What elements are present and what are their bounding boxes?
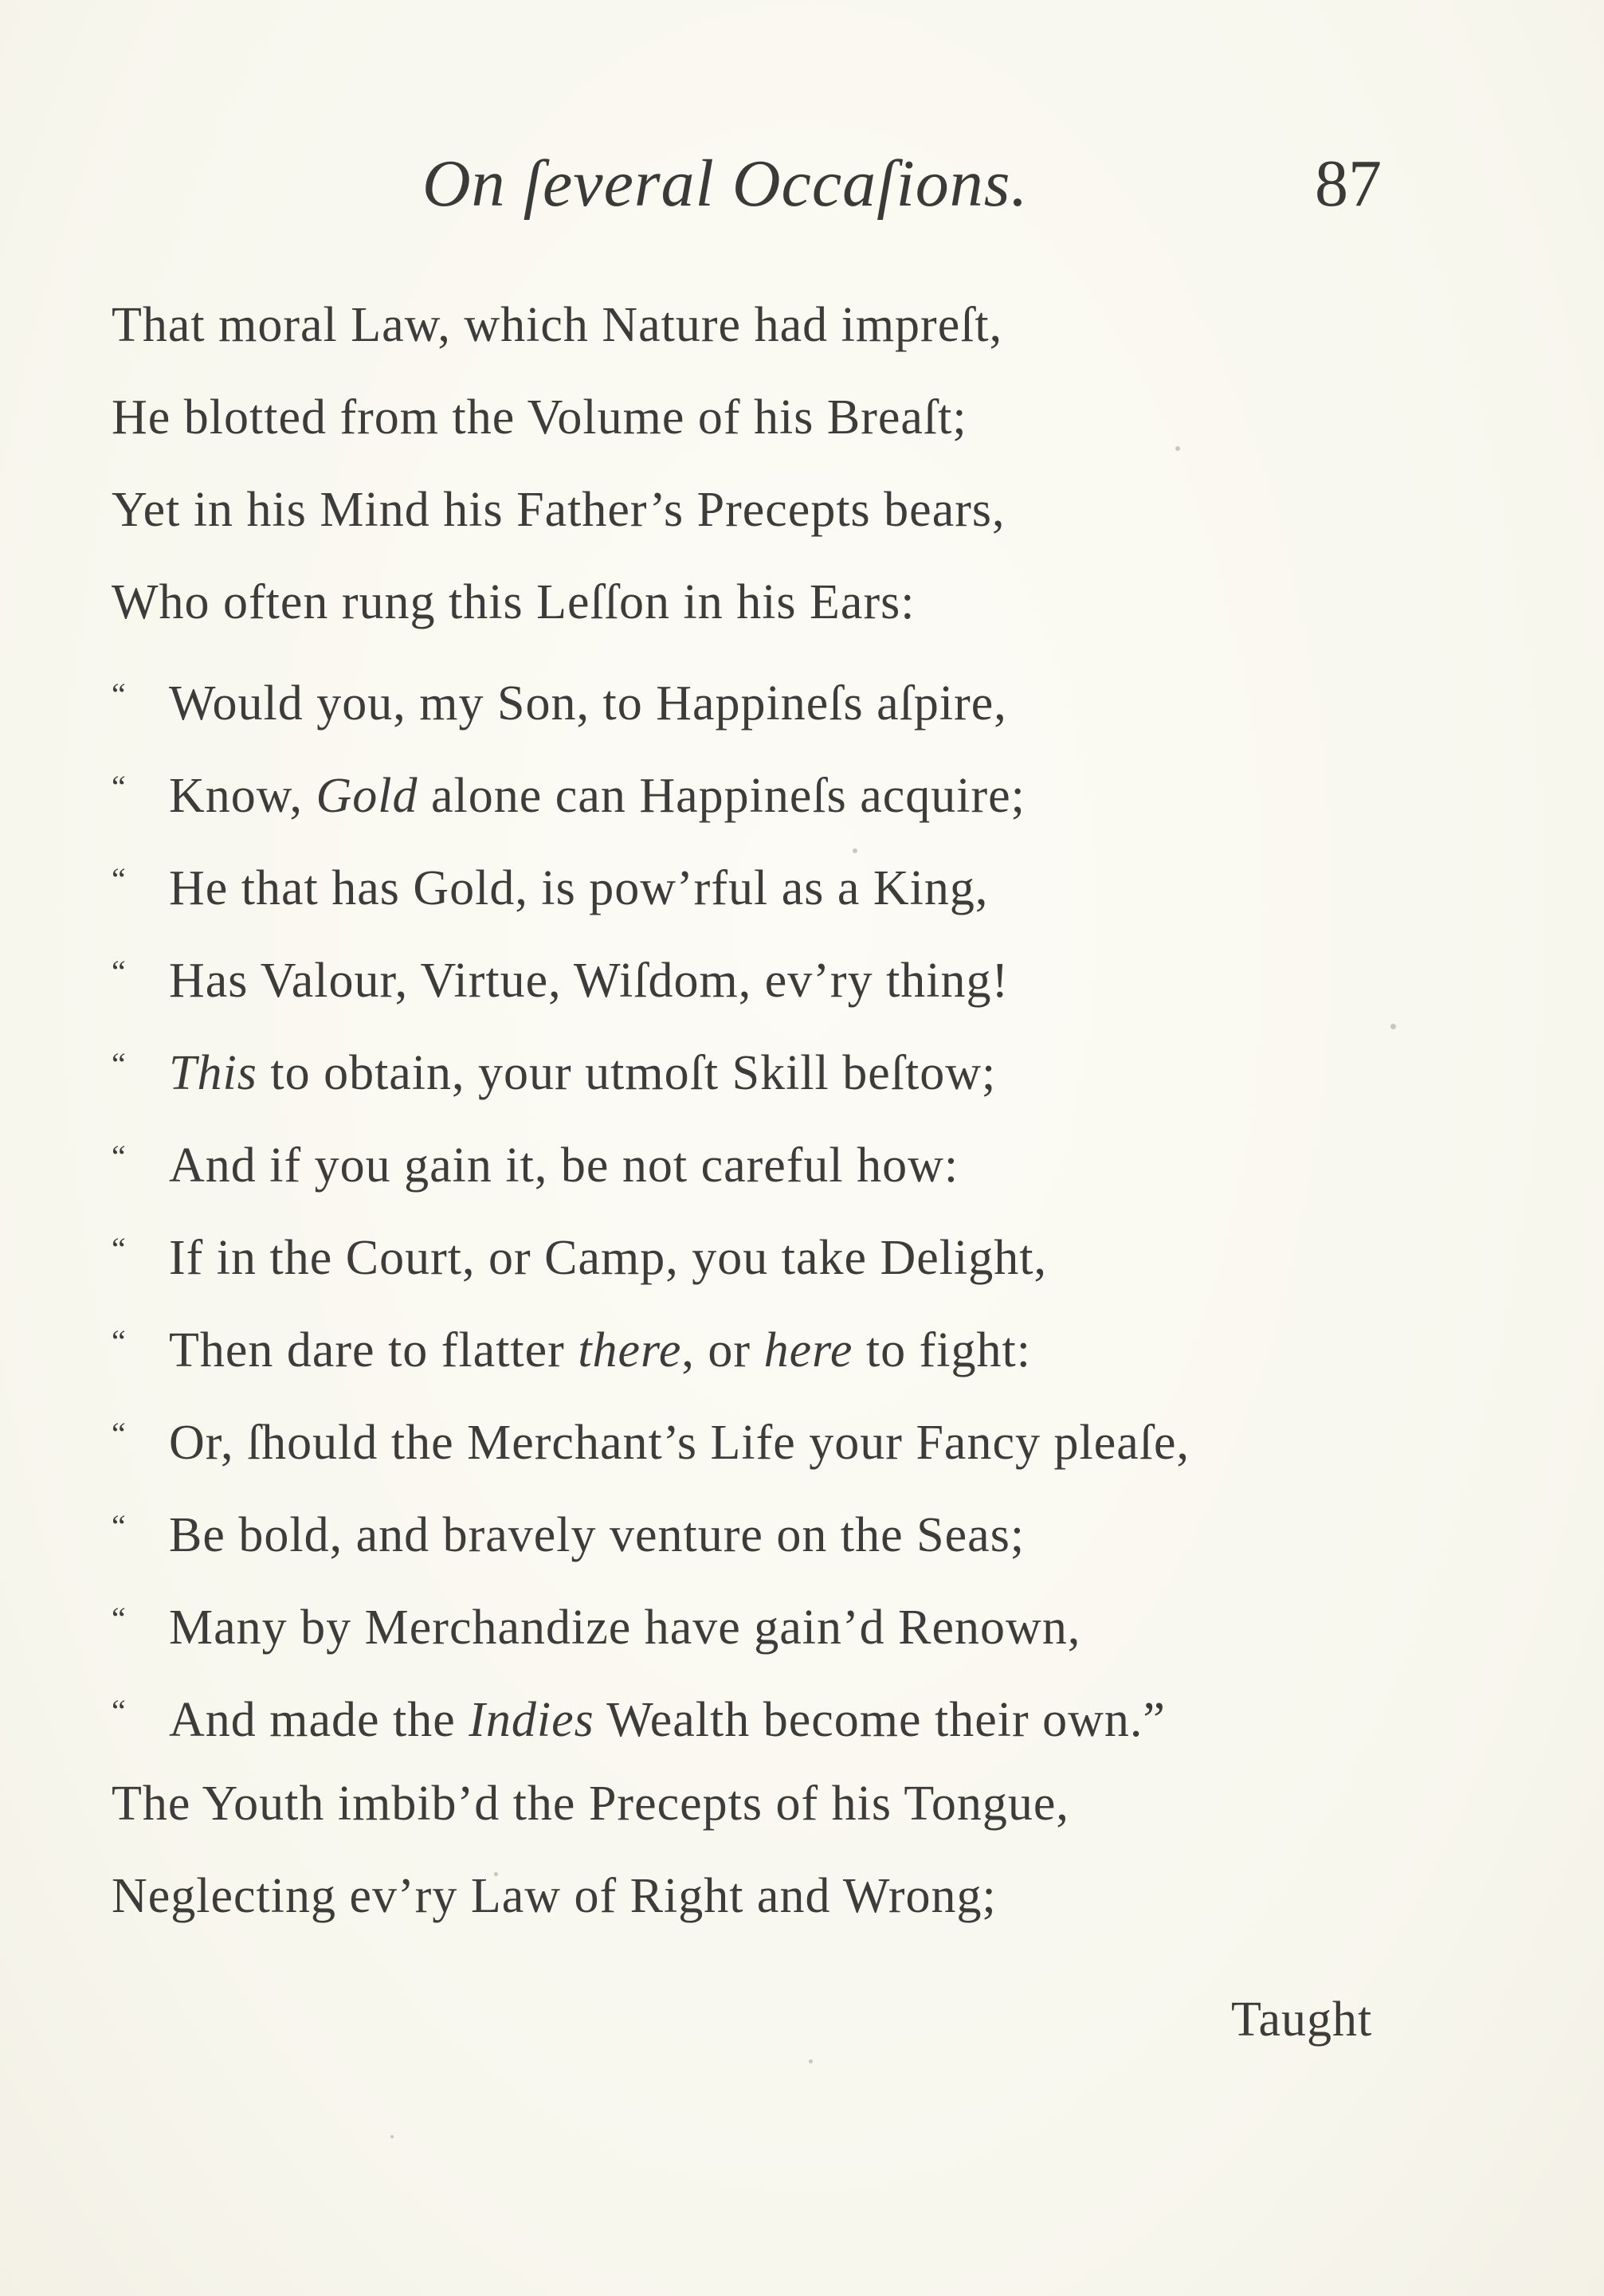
verse-text: He blotted from the Volume of his Breaſt;	[112, 390, 967, 445]
paper-speck	[390, 2135, 394, 2138]
verse-text: to obtain, your utmoſt Skill beſtow;	[257, 1046, 997, 1100]
quotation-mark: “	[112, 1046, 127, 1082]
quotation-mark: “	[112, 1693, 127, 1729]
verse-text: Neglecting ev’ry Law of Right and Wrong;	[112, 1869, 997, 1923]
quotation-mark: “	[112, 1416, 127, 1452]
quotation-mark: “	[112, 1508, 127, 1544]
italic-word: there	[578, 1323, 682, 1377]
paper-speck	[1390, 1024, 1396, 1029]
verse-line	[112, 926, 1190, 1018]
running-title: On ſeveral Occaſions.	[422, 147, 1029, 221]
quotation-mark: “	[112, 676, 127, 712]
verse-text: Has Valour, Virtue, Wiſdom, ev’ry thing!	[169, 954, 1010, 1008]
verse-text: Who often rung this Leſſon in his Ears:	[112, 575, 916, 629]
verse-line	[112, 1850, 1190, 1942]
paper-speck	[809, 2059, 813, 2063]
verse-text: Yet in his Mind his Father’s Precepts bears,	[112, 483, 1006, 537]
catchword: Taught	[1231, 1992, 1373, 2047]
quotation-mark: “	[112, 769, 127, 805]
italic-word: Gold	[316, 769, 418, 823]
quotation-mark: “	[112, 861, 127, 897]
paper-speck	[1175, 446, 1180, 451]
verse-line	[112, 741, 1190, 833]
verse-text: alone can Happineſs acquire;	[418, 769, 1026, 823]
verse-line	[112, 1388, 1190, 1480]
verse-line	[112, 1018, 1190, 1111]
verse-text: Or, ſhould the Merchant’s Life your Fancy pleaſe,	[169, 1416, 1190, 1470]
verse-line	[112, 1203, 1190, 1295]
verse-line	[112, 1295, 1190, 1388]
quotation-mark: “	[112, 954, 127, 989]
verse-text: , or	[681, 1323, 764, 1377]
verse-text: And if you gain it, be not careful how:	[169, 1138, 959, 1193]
verse-line	[112, 648, 1190, 741]
verse-line	[112, 1665, 1190, 1757]
quotation-mark: “	[112, 1601, 127, 1636]
verse-text: The Youth imbib’d the Precepts of his Tongue,	[112, 1777, 1069, 1831]
verse-text: Would you, my Son, to Happineſs aſpire,	[169, 676, 1007, 731]
verse-line	[112, 279, 1190, 371]
verse-text: Know,	[169, 769, 316, 823]
verse-line	[112, 1480, 1190, 1573]
quotation-mark: “	[112, 1323, 127, 1359]
verse-text: If in the Court, or Camp, you take Delight,	[169, 1231, 1047, 1285]
verse-text: He that has Gold, is pow’rful as a King,	[169, 861, 989, 915]
italic-word: Indies	[469, 1693, 594, 1747]
poem-text	[112, 279, 1190, 1942]
verse-text: to fight:	[853, 1323, 1031, 1377]
verse-line	[112, 833, 1190, 926]
page-number: 87	[1315, 147, 1382, 221]
verse-text: Wealth become their own.”	[594, 1693, 1166, 1747]
verse-line	[112, 464, 1190, 556]
italic-word: This	[169, 1046, 257, 1100]
verse-line	[112, 1111, 1190, 1203]
verse-line	[112, 1757, 1190, 1850]
verse-text: Then dare to flatter	[169, 1323, 578, 1377]
quotation-mark: “	[112, 1231, 127, 1267]
paper-speck	[853, 848, 857, 853]
verse-text: That moral Law, which Nature had impreſt,	[112, 298, 1003, 352]
verse-text: And made the	[169, 1693, 469, 1747]
verse-line	[112, 371, 1190, 464]
verse-text: Many by Merchandize have gain’d Renown,	[169, 1601, 1081, 1655]
verse-text: Be bold, and bravely venture on the Seas;	[169, 1508, 1026, 1562]
verse-line	[112, 1573, 1190, 1665]
italic-word: here	[763, 1323, 853, 1377]
paper-speck	[494, 1872, 498, 1876]
verse-line	[112, 556, 1190, 648]
quotation-mark: “	[112, 1138, 127, 1174]
